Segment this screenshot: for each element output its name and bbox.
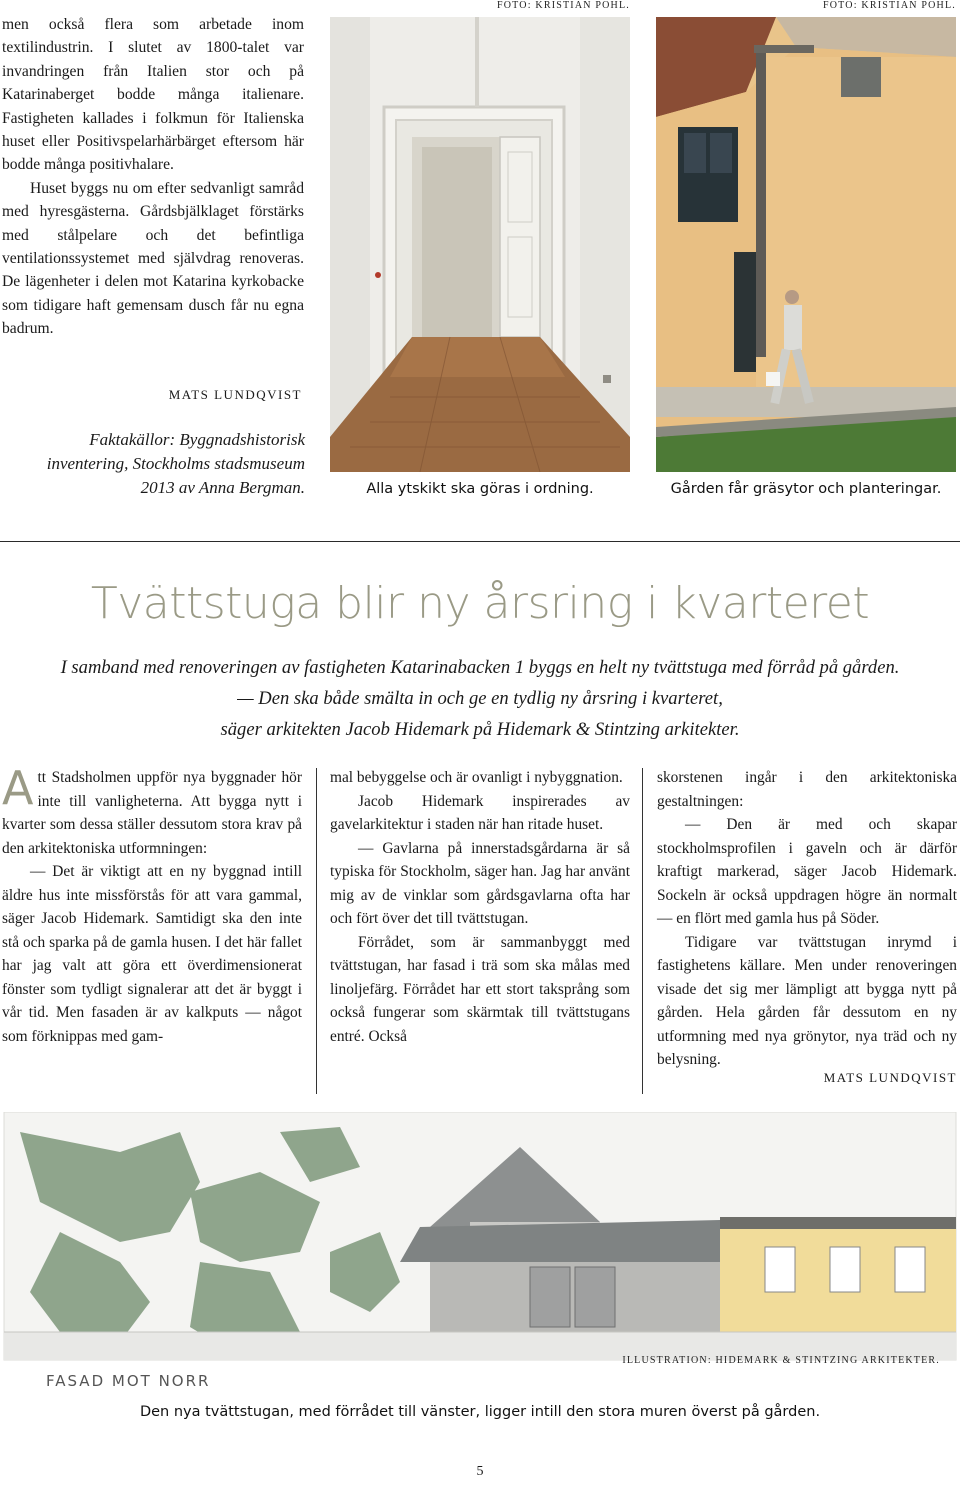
- photo1-credit: FOTO: KRISTIAN POHL.: [497, 0, 630, 11]
- photo2-caption: Gården får gräsytor och planteringar.: [670, 481, 942, 497]
- courtyard-image: [656, 17, 956, 472]
- section-divider: [0, 541, 960, 542]
- left-paragraph-2: Huset byggs nu om efter sedvanligt samråd med hyresgästerna. Gårdsbjälklaget förstärks med stålpelare och det befintliga ventilationssystemet med självdrag renoveras. De lägenheter i delen mot Katarina kyrkobacke som tidigare haft gemensam dusch får nu egna badrum.: [2, 179, 304, 338]
- column-separator-2: [642, 768, 643, 1094]
- illustration-caption: Den nya tvättstugan, med förrådet till vänster, ligger intill den stora muren överst på gården.: [139, 1404, 821, 1420]
- col3-paragraph-2: — Den är med och skapar stockholmsprofilen i gaveln och är därför kraftigt markerad, säger Jacob Hidemark. Sockeln är också uppdragen högre än normalt — en flört med gamla hus på Söder.: [657, 816, 957, 927]
- page-number: 5: [476, 1464, 484, 1479]
- drop-cap: A: [2, 761, 34, 815]
- body-column-2: [330, 766, 630, 1048]
- doorway-image: [330, 17, 630, 472]
- ingress-line-1: I samband med renoveringen av fastigheten Katarinabacken 1 byggs en helt ny tvättstuga med förråd på gården.: [60, 657, 900, 678]
- byline-bottom: MATS LUNDQVIST: [823, 1070, 957, 1085]
- facade-drawing: [0, 1112, 960, 1390]
- col1-paragraph-2: — Det är viktigt att en ny byggnad intill äldre hus inte missförstås för att vara gammal, säger Jacob Hidemark. Samtidigt ska den inte stå och sparka på de gamla husen. I det här fallet har jag valt att göra ett överdimensionerat fönster som tydligt signalerar att det är byggt i vår tid. Men fasaden är av kalkputs — något som förknippas med gam-: [2, 863, 302, 1045]
- col2-paragraph-4: Förrådet, som är sammanbyggt med tvättstugan, har fasad i trä som ska målas med linoljefärg. Förrådet har ett stort taksprång som också fungerar som skärmtak till tvättstugans entré. Också: [330, 933, 630, 1045]
- col2-paragraph-2: Jacob Hidemark inspirerades av gavelarkitektur i staden när han ritade huset.: [330, 792, 630, 833]
- body-column-1: [2, 761, 302, 1048]
- ingress-line-3: säger arkitekten Jacob Hidemark på Hidemark & Stintzing arkitekter.: [220, 719, 740, 740]
- article-ingress: [0, 652, 960, 745]
- col3-paragraph-3: Tidigare var tvättstugan inrymd i fastighetens källare. Men under renoveringen visade det sig mer lämpligt att bygga nytt på gården. Hela gården får dessutom en ny utformning med nya grönytor, nya träd och ny belysning.: [657, 933, 957, 1068]
- photo1-caption: Alla ytskikt ska göras i ordning.: [366, 481, 594, 497]
- facade-illustration: [0, 1112, 960, 1390]
- photo-doorway: [330, 17, 630, 472]
- fact-sources: Faktakällor: Byggnadshistorisk inventering, Stockholms stadsmuseum 2013 av Anna Bergman.: [46, 430, 305, 497]
- col2-paragraph-3: — Gavlarna på innerstadsgårdarna är så typiska för Stockholm, säger han. Jag har använt mig av de vinklar som gårdsgavlarna ofta har och fört över det till tvättstugan.: [330, 839, 630, 927]
- col1-paragraph-1: Att Stadsholmen uppför nya byggnader hör inte till vanligheterna. Att bygga nytt i kvarter som dessa ställer dessutom stora krav på den arkitektoniska utformningen:: [2, 761, 302, 857]
- photo2-credit: FOTO: KRISTIAN POHL.: [823, 0, 956, 11]
- body-column-3: [657, 766, 957, 1072]
- article-headline: Tvättstuga blir ny årsring i kvarteret: [90, 578, 870, 629]
- illustration-label: FASAD MOT NORR: [46, 1372, 211, 1390]
- col2-paragraph-1: mal bebyggelse och är ovanligt i nybyggnation.: [330, 769, 623, 786]
- ingress-line-2: — Den ska både smälta in och ge en tydlig ny årsring i kvarteret,: [237, 688, 723, 709]
- left-paragraph-1: men också flera som arbetade inom textilindustrin. I slutet av 1800-talet var invandringen från Italien stor och på Katarinaberget bodde många italienare. Fastigheten kallades i folkmun för Italienska huset eller Positivspelarhärbärget eftersom här bodde många positivhalare.: [2, 16, 304, 174]
- left-text-column: [2, 13, 304, 341]
- byline-top: MATS LUNDQVIST: [168, 387, 302, 402]
- illustration-credit: ILLUSTRATION: HIDEMARK & STINTZING ARKITEKTER.: [622, 1355, 940, 1366]
- photo-courtyard: [656, 17, 956, 472]
- col3-paragraph-1: skorstenen ingår i den arkitektoniska gestaltningen:: [657, 769, 957, 810]
- column-separator-1: [316, 768, 317, 1094]
